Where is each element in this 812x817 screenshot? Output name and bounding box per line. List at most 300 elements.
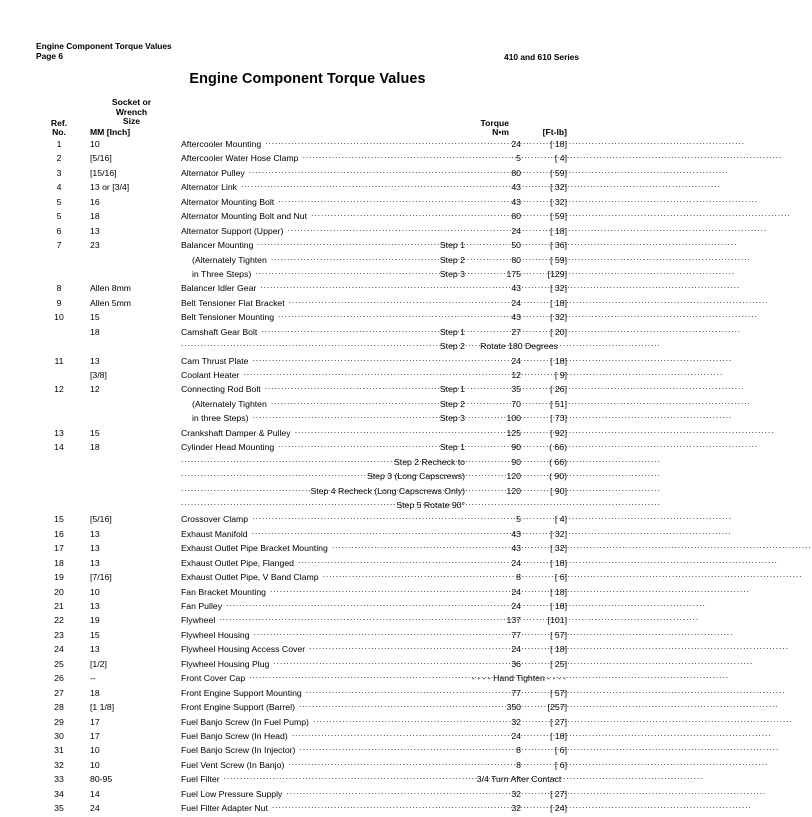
cell-torque-nm: 43: [511, 182, 521, 193]
cell-wrench-size: [15/16]: [90, 167, 117, 178]
cell-description: [181, 152, 465, 163]
cell-torque-ftlb: [ 57]: [550, 687, 567, 698]
cell-torque-nm: 43: [511, 196, 521, 207]
cell-torque-ftlb: [ 18]: [550, 601, 567, 611]
description-step: Step 2 Recheck to: [394, 456, 465, 467]
description-label: Crankshaft Damper & Pulley: [181, 427, 291, 438]
cell-torque-nm: 43: [511, 543, 521, 554]
cell-ref-no: 12: [54, 384, 64, 395]
running-head-title: Engine Component Torque Values: [36, 41, 172, 51]
cell-ref-no: 19: [54, 572, 64, 583]
description-step: Step 1: [439, 326, 465, 337]
cell-ref-no: 21: [54, 601, 64, 611]
cell-description: [181, 586, 465, 597]
size-header-line3: Size: [122, 116, 141, 127]
cell-wrench-size: 18: [90, 326, 100, 337]
cell-torque-ftlb: [ 6]: [554, 745, 567, 756]
cell-ref-no: 18: [54, 557, 64, 568]
cell-torque-nm: 24: [511, 601, 521, 611]
cell-wrench-size: 10: [90, 759, 100, 770]
torque-header-unit-nm: N•m: [492, 127, 509, 138]
cell-description: [181, 788, 465, 799]
description-step: Step 2: [439, 254, 465, 265]
dot-leader: [226, 600, 465, 609]
cell-wrench-size: 13: [90, 225, 100, 236]
cell-torque-nm: 32: [511, 803, 521, 814]
cell-torque-ftlb: ( 90): [549, 471, 567, 482]
cell-torque-nm: 77: [511, 629, 521, 640]
description-label: Fuel Filter Adapter Nut: [181, 803, 268, 814]
cell-ref-no: 24: [54, 644, 64, 655]
torque-header-line1: Torque: [480, 117, 509, 128]
description-step: Step 3: [439, 268, 465, 279]
description-label: Crossover Clamp: [181, 514, 249, 525]
description-label: Camshaft Gear Bolt: [181, 326, 258, 337]
cell-torque-ftlb: [ 32]: [550, 283, 567, 294]
cell-description: [181, 369, 465, 380]
size-header-line1: Socket or: [111, 97, 152, 107]
dot-leader: [249, 672, 465, 681]
cell-description: [181, 730, 465, 741]
cell-wrench-size: 80-95: [90, 774, 113, 785]
cell-torque-nm: 24: [511, 355, 521, 366]
cell-wrench-size: 15: [90, 427, 100, 438]
cell-description: [181, 456, 465, 467]
cell-ref-no: 13: [54, 427, 64, 438]
cell-ref-no: 25: [54, 658, 64, 669]
table-row: [36, 802, 579, 816]
cell-torque-nm: 27: [511, 326, 521, 337]
cell-torque-nm: 80: [511, 167, 521, 178]
description-label: Fuel Filter: [181, 774, 220, 785]
cell-torque-nm: 24: [511, 586, 521, 597]
description-label: Balancer Mounting: [181, 240, 254, 251]
cell-ref-no: 33: [54, 774, 64, 785]
cell-description: [181, 355, 465, 366]
description-step: Step 3: [439, 413, 465, 424]
cell-wrench-size: [3/8]: [90, 370, 107, 380]
cell-description: [181, 802, 465, 813]
dot-leader: [287, 225, 465, 234]
description-step: Step 1: [439, 384, 465, 395]
cell-description: [181, 571, 465, 582]
cell-torque-ftlb: [ 18]: [550, 355, 567, 366]
cell-torque-ftlb: [ 20]: [550, 326, 567, 337]
cell-torque-ftlb: [ 32]: [550, 528, 567, 539]
cell-description: [181, 499, 465, 510]
description-step: Step 3 (Long Capscrews): [366, 471, 465, 482]
cell-wrench-size: 13: [90, 528, 100, 539]
running-head-series: 410 and 610 Series: [504, 52, 579, 62]
description-label: (Alternately Tighten: [192, 398, 267, 409]
page-title: Engine Component Torque Values: [189, 71, 426, 87]
dot-leader: [181, 485, 306, 494]
cell-torque-ftlb: [129]: [547, 268, 567, 279]
description-label: Fan Pulley: [181, 601, 223, 611]
cell-torque-ftlb: [ 32]: [550, 543, 567, 554]
cell-torque-nm: 36: [511, 658, 521, 669]
cell-torque-nm: 80: [511, 254, 521, 265]
dot-leader: [181, 499, 392, 508]
description-label: Alternator Link: [181, 182, 238, 193]
cell-description: [181, 470, 465, 481]
dot-leader: [278, 311, 465, 320]
cell-ref-no: 4: [56, 182, 62, 193]
cell-wrench-size: [5/16]: [90, 514, 112, 525]
cell-description: [181, 427, 465, 438]
cell-ref-no: 1: [56, 139, 62, 149]
cell-torque-nm: 24: [511, 557, 521, 568]
cell-description: [181, 297, 465, 308]
cell-ref-no: 15: [54, 514, 64, 525]
description-step: Step 2: [439, 398, 465, 409]
description-label: Fuel Vent Screw (In Banjo): [181, 759, 285, 770]
description-label: Alternator Support (Upper): [181, 225, 284, 236]
cell-torque-nm: 120: [506, 471, 521, 482]
cell-torque-nm: 5: [516, 153, 521, 164]
dot-leader: [278, 196, 465, 205]
cell-description: [181, 441, 465, 452]
cell-torque-ftlb: [ 57]: [550, 629, 567, 640]
cell-torque-ftlb: [ 32]: [550, 182, 567, 193]
description-label: Alternator Pulley: [181, 167, 245, 178]
cell-ref-no: 20: [54, 586, 64, 597]
cell-ref-no: 23: [54, 629, 64, 640]
cell-description: [181, 744, 465, 755]
cell-torque-nm: 175: [506, 268, 521, 279]
cell-description: [181, 542, 465, 553]
cell-description: [181, 210, 465, 221]
cell-wrench-size: 10: [90, 586, 100, 597]
cell-torque-nm: 137: [506, 615, 521, 626]
cell-wrench-size: [1 1/8]: [90, 702, 115, 713]
description-step: Step 1: [439, 240, 465, 251]
cell-torque-nm: 5: [516, 514, 521, 525]
dot-leader: [224, 773, 465, 782]
dot-leader: [252, 528, 465, 537]
cell-torque-nm: 8: [516, 759, 521, 770]
cell-ref-no: 22: [54, 615, 64, 626]
cell-ref-no: 8: [56, 283, 62, 294]
cell-wrench-size: 18: [90, 442, 100, 453]
cell-wrench-size: 19: [90, 615, 100, 626]
header-spacer: [36, 98, 579, 138]
cell-description: [181, 268, 465, 279]
cell-torque-ftlb: ( 66): [549, 456, 567, 467]
cell-wrench-size: 15: [90, 629, 100, 640]
ref-header-line1: Ref.: [50, 117, 68, 128]
dot-leader: [298, 557, 465, 566]
cell-torque-ftlb: [ 32]: [550, 312, 567, 323]
cell-ref-no: 6: [56, 225, 62, 236]
cell-torque-note: Rotate 180 Degrees: [480, 341, 558, 352]
cell-torque-ftlb: [ 26]: [550, 384, 567, 395]
description-label: Cam Thrust Plate: [181, 355, 249, 366]
cell-description: [181, 485, 465, 496]
cell-torque-ftlb: [ 32]: [550, 196, 567, 207]
cell-description: [181, 225, 465, 236]
cell-torque-nm: 24: [511, 297, 521, 308]
cell-torque-ftlb: [ 92]: [550, 427, 567, 438]
dot-leader: [323, 571, 465, 580]
cell-torque-ftlb: [ 6]: [554, 572, 567, 583]
cell-torque-nm: 32: [511, 716, 521, 727]
cell-torque-ftlb: [ 18]: [550, 644, 567, 655]
cell-torque-ftlb: [257]: [547, 702, 567, 713]
dot-leader: [311, 210, 465, 219]
description-label: Front Engine Support Mounting: [181, 687, 302, 698]
cell-torque-ftlb: [ 4]: [554, 514, 567, 525]
cell-ref-no: 17: [54, 543, 64, 554]
description-label: Alternator Mounting Bolt: [181, 196, 275, 207]
cell-ref-no: 7: [56, 240, 62, 251]
cell-wrench-size: 14: [90, 788, 100, 799]
cell-description: [181, 282, 465, 293]
cell-torque-ftlb: [ 59]: [550, 167, 567, 178]
cell-description: [181, 557, 465, 568]
cell-torque-nm: 8: [516, 745, 521, 756]
description-label: Fan Bracket Mounting: [181, 586, 266, 597]
cell-torque-nm: 70: [511, 398, 521, 409]
dot-leader: [241, 181, 465, 190]
dot-leader: [271, 254, 436, 263]
description-label: Exhaust Outlet Pipe Bracket Mounting: [181, 543, 328, 554]
cell-wrench-size: 17: [90, 730, 100, 741]
cell-torque-nm: 35: [511, 384, 521, 395]
cell-torque-nm: 100: [506, 413, 521, 424]
description-label: Connecting Rod Bolt: [181, 384, 261, 395]
cell-description: [181, 138, 465, 149]
description-label: Cylinder Head Mounting: [181, 442, 275, 453]
cell-description: [181, 672, 465, 683]
cell-ref-no: 5: [56, 211, 62, 222]
cell-wrench-size: 15: [90, 312, 100, 323]
cell-torque-nm: 350: [506, 702, 521, 713]
description-label: Front Cover Cap: [181, 673, 246, 684]
cell-torque-nm: 80: [511, 211, 521, 222]
cell-wrench-size: 18: [90, 211, 100, 222]
dot-leader: [249, 167, 465, 176]
cell-description: [181, 716, 465, 727]
cell-ref-no: 35: [54, 803, 64, 814]
description-label: Flywheel Housing Access Cover: [181, 644, 306, 655]
cell-torque-ftlb: [ 36]: [550, 240, 567, 251]
dot-leader: [270, 586, 465, 595]
cell-wrench-size: 13: [90, 601, 100, 611]
description-step: Step 4 Recheck (Long Capscrews Only): [310, 485, 465, 496]
cell-wrench-size: 12: [90, 384, 100, 395]
cell-wrench-size: [1/2]: [90, 658, 107, 669]
size-header-line2: Wrench: [115, 106, 148, 117]
cell-torque-ftlb: [ 25]: [550, 658, 567, 669]
dot-leader: [306, 687, 465, 696]
cell-wrench-size: Allen 5mm: [90, 297, 132, 308]
cell-wrench-size: 13: [90, 355, 100, 366]
dot-leader: [288, 759, 465, 768]
cell-ref-no: 29: [54, 716, 64, 727]
cell-description: [181, 254, 465, 265]
description-label: Belt Tensioner Mounting: [181, 312, 275, 323]
dot-leader: [181, 470, 363, 479]
cell-ref-no: 34: [54, 788, 64, 799]
cell-ref-no: 11: [54, 355, 64, 366]
cell-description: [181, 773, 465, 784]
cell-torque-ftlb: [ 90]: [550, 485, 567, 496]
cell-description: [181, 383, 465, 394]
cell-torque-ftlb: [ 9]: [554, 370, 567, 380]
torque-values-table: [36, 98, 579, 817]
cell-torque-nm: 32: [511, 788, 521, 799]
cell-torque-ftlb: [ 24]: [550, 803, 567, 814]
description-label: Front Engine Support (Barrel): [181, 702, 295, 713]
dot-leader: [252, 513, 465, 522]
cell-description: [181, 311, 465, 322]
cell-torque-nm: 125: [506, 427, 521, 438]
running-head-page: Page 6: [36, 51, 64, 62]
cell-description: [181, 513, 465, 524]
cell-ref-no: 26: [54, 673, 64, 684]
cell-wrench-size: --: [90, 673, 96, 684]
description-label: Fuel Banjo Screw (In Head): [181, 730, 288, 741]
dot-leader: [278, 441, 436, 450]
cell-torque-nm: 24: [511, 644, 521, 655]
cell-description: [181, 528, 465, 539]
description-label: Aftercooler Mounting: [181, 139, 262, 149]
cell-torque-ftlb: [ 27]: [550, 716, 567, 727]
cell-torque-ftlb: [ 59]: [550, 254, 567, 265]
cell-wrench-size: 18: [90, 687, 100, 698]
description-label: Flywheel: [181, 615, 216, 626]
dot-leader: [257, 239, 435, 248]
cell-description: [181, 614, 465, 625]
dot-leader: [295, 427, 465, 436]
cell-torque-ftlb: [ 4]: [554, 153, 567, 164]
cell-torque-nm: 24: [511, 225, 521, 236]
cell-torque-ftlb: [ 18]: [550, 730, 567, 741]
description-label: in Three Steps): [192, 268, 252, 279]
description-label: Belt Tensioner Flat Bracket: [181, 297, 285, 308]
cell-ref-no: 32: [54, 759, 64, 770]
description-step: Step 5 Rotate 90°: [396, 499, 465, 510]
running-head: [36, 41, 579, 62]
dot-leader: [253, 412, 436, 421]
cell-description: [181, 701, 465, 712]
dot-leader: [252, 355, 465, 364]
description-label: in three Steps): [192, 413, 249, 424]
cell-description: [181, 629, 465, 640]
cell-wrench-size: 13: [90, 644, 100, 655]
dot-leader: [255, 268, 436, 277]
ftlb-column-header: [Ft-lb]: [542, 127, 567, 138]
cell-torque-ftlb: [101]: [547, 615, 567, 626]
dot-leader: [260, 282, 465, 291]
description-label: Flywheel Housing Plug: [181, 658, 270, 669]
description-label: (Alternately Tighten: [192, 254, 267, 265]
description-label: Exhaust Outlet Pipe, V Band Clamp: [181, 572, 319, 583]
description-label: Coolant Heater: [181, 370, 240, 380]
dot-leader: [332, 542, 465, 551]
dot-leader: [299, 744, 465, 753]
dot-leader: [313, 716, 465, 725]
cell-description: [181, 600, 465, 611]
dot-leader: [265, 383, 436, 392]
description-label: Exhaust Outlet Pipe, Flanged: [181, 557, 295, 568]
dot-leader: [292, 730, 465, 739]
cell-description: [181, 759, 465, 770]
cell-torque-note: - - - - Hand Tighten - - - -: [471, 673, 567, 684]
cell-wrench-size: 17: [90, 716, 100, 727]
cell-ref-no: 16: [54, 528, 64, 539]
cell-ref-no: 30: [54, 730, 64, 741]
cell-description: [181, 398, 465, 409]
dot-leader: [265, 138, 465, 147]
cell-wrench-size: 16: [90, 196, 100, 207]
cell-description: [181, 167, 465, 178]
cell-torque-nm: 24: [511, 139, 521, 149]
cell-description: [181, 181, 465, 192]
dot-leader: [254, 629, 465, 638]
dot-leader: [273, 658, 465, 667]
cell-description: [181, 412, 465, 423]
cell-torque-ftlb: [ 59]: [550, 211, 567, 222]
description-step: Step 1: [439, 442, 465, 453]
cell-wrench-size: 10: [90, 139, 100, 149]
cell-torque-ftlb: [ 27]: [550, 788, 567, 799]
dot-leader: [181, 340, 436, 349]
dot-leader: [309, 643, 465, 652]
cell-description: [181, 643, 465, 654]
cell-torque-ftlb: ( 66): [549, 442, 567, 453]
cell-wrench-size: Allen 8mm: [90, 283, 132, 294]
cell-description: [181, 239, 465, 250]
cell-wrench-size: 13 or [3/4]: [90, 182, 130, 193]
size-column-header-units: MM [Inch]: [90, 127, 131, 138]
cell-torque-nm: 43: [511, 283, 521, 294]
cell-description: [181, 687, 465, 698]
cell-wrench-size: 10: [90, 745, 100, 756]
cell-torque-nm: 12: [511, 370, 521, 380]
description-step: Step 2: [439, 341, 465, 352]
dot-leader: [299, 701, 465, 710]
cell-torque-nm: 43: [511, 528, 521, 539]
cell-wrench-size: [7/16]: [90, 572, 112, 583]
cell-ref-no: 3: [56, 167, 62, 178]
cell-torque-nm: 90: [511, 456, 521, 467]
cell-wrench-size: 23: [90, 240, 100, 251]
description-label: Aftercooler Water Hose Clamp: [181, 153, 299, 164]
cell-description: [181, 326, 465, 337]
cell-ref-no: 2: [56, 153, 62, 164]
cell-torque-ftlb: [ 6]: [554, 759, 567, 770]
running-head-left: [36, 41, 172, 61]
dot-leader: [302, 152, 465, 161]
cell-ref-no: 28: [54, 702, 64, 713]
dot-leader: [181, 456, 390, 465]
cell-torque-nm: 77: [511, 687, 521, 698]
cell-torque-ftlb: [ 51]: [550, 398, 567, 409]
cell-description: [181, 196, 465, 207]
cell-wrench-size: 24: [90, 803, 100, 814]
cell-torque-ftlb: [ 18]: [550, 297, 567, 308]
cell-torque-nm: 24: [511, 730, 521, 741]
dot-leader: [271, 398, 436, 407]
cell-torque-ftlb: [ 18]: [550, 225, 567, 236]
cell-torque-note: 3/4 Turn After Contact: [476, 774, 562, 785]
cell-ref-no: 9: [56, 297, 62, 308]
description-label: Exhaust Manifold: [181, 528, 248, 539]
dot-leader: [272, 802, 465, 811]
dot-leader: [286, 788, 465, 797]
